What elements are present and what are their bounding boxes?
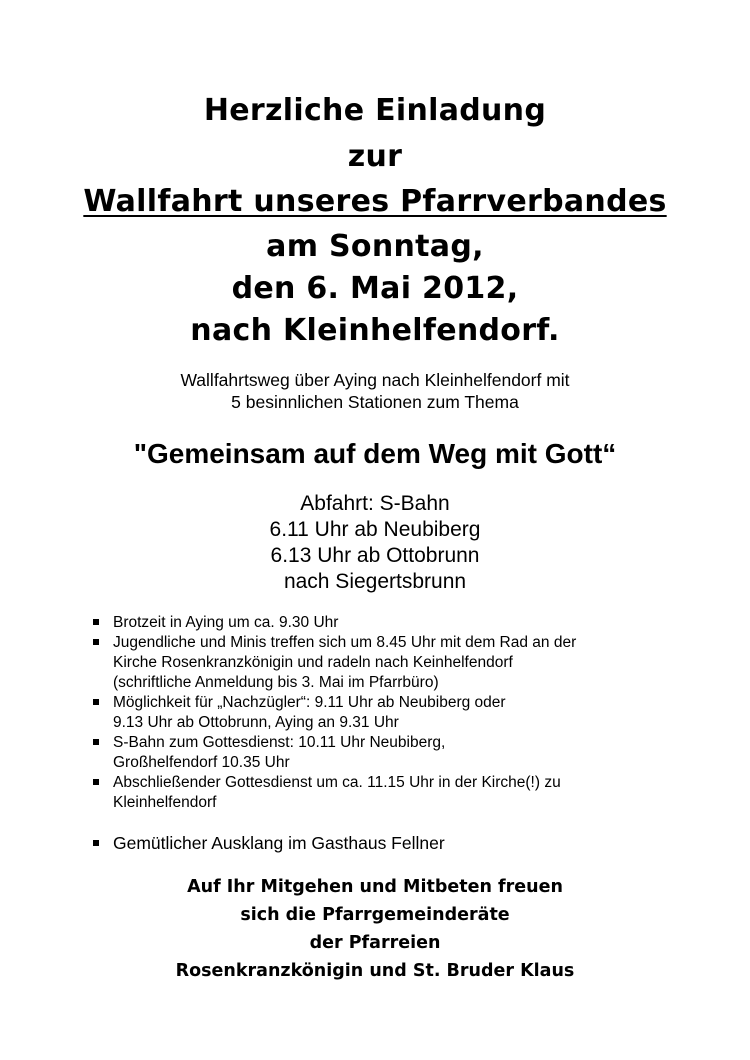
closing-line-4: Rosenkranzkönigin und St. Bruder Klaus <box>175 961 575 981</box>
list-item <box>92 773 672 813</box>
square-bullet-icon <box>93 639 99 645</box>
theme-title: "Gemeinsam auf dem Weg mit Gott“ <box>133 438 617 469</box>
list-item-text: Jugendliche und Minis treffen sich um 8.45 Uhr mit dem Rad an der <box>113 634 577 651</box>
schedule-list <box>92 613 672 813</box>
departure-ottobrunn: 6.13 Uhr ab Ottobrunn <box>270 544 480 567</box>
list-item-text: Großhelfendorf 10.35 Uhr <box>113 754 290 771</box>
list-item <box>92 613 672 633</box>
departure-label: Abfahrt: S-Bahn <box>300 492 450 515</box>
list-item-text: Möglichkeit für „Nachzügler“: 9.11 Uhr ab Neubiberg oder <box>113 694 506 711</box>
closing-gathering-item <box>92 832 672 854</box>
square-bullet-icon <box>93 840 99 846</box>
list-item-text: Kirche Rosenkranzkönigin und radeln nach Keinhelfendorf <box>113 654 513 671</box>
list-item-text: (schriftliche Anmeldung bis 3. Mai im Pfarrbüro) <box>113 674 439 691</box>
list-item-text: S-Bahn zum Gottesdienst: 10.11 Uhr Neubiberg, <box>113 734 446 751</box>
list-item-text: Brotzeit in Aying um ca. 9.30 Uhr <box>113 614 339 631</box>
list-item-text: Abschließender Gottesdienst um ca. 11.15 Uhr in der Kirche(!) zu <box>113 774 561 791</box>
departure-destination: nach Siegertsbrunn <box>283 570 467 593</box>
closing-line-2: sich die Pfarrgemeinderäte <box>240 905 510 925</box>
square-bullet-icon <box>93 699 99 705</box>
square-bullet-icon <box>93 739 99 745</box>
headline-pilgrimage: Wallfahrt unseres Pfarrverbandes <box>83 184 667 219</box>
headline-destination: nach Kleinhelfendorf. <box>190 313 560 348</box>
closing-gathering-text: Gemütlicher Ausklang im Gasthaus Fellner <box>113 833 445 853</box>
headline-date: den 6. Mai 2012, <box>231 271 519 306</box>
closing-line-3: der Pfarreien <box>309 933 441 953</box>
list-item <box>92 633 672 693</box>
square-bullet-icon <box>93 619 99 625</box>
headline-zur: zur <box>347 139 403 174</box>
intro-line-stations: 5 besinnlichen Stationen zum Thema <box>231 392 519 412</box>
headline-invitation: Herzliche Einladung <box>203 93 547 128</box>
list-item <box>92 693 672 733</box>
list-item-text: Kleinhelfendorf <box>113 794 217 811</box>
headline-day: am Sonntag, <box>266 229 484 264</box>
list-item-text: 9.13 Uhr ab Ottobrunn, Aying an 9.31 Uhr <box>113 714 399 731</box>
departure-neubiberg: 6.11 Uhr ab Neubiberg <box>269 518 481 541</box>
intro-line-route: Wallfahrtsweg über Aying nach Kleinhelfendorf mit <box>180 370 570 390</box>
square-bullet-icon <box>93 779 99 785</box>
list-item <box>92 733 672 773</box>
closing-line-1: Auf Ihr Mitgehen und Mitbeten freuen <box>187 877 563 897</box>
